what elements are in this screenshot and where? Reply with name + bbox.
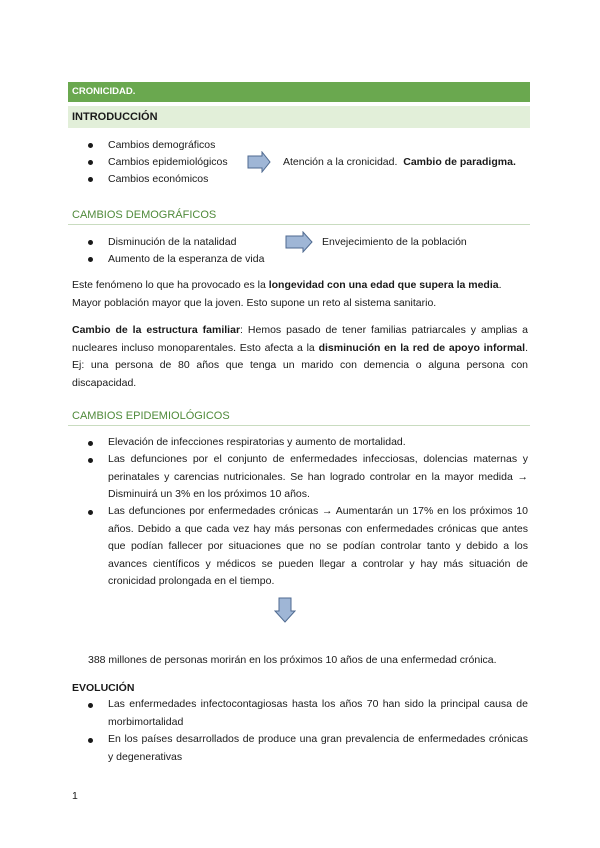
epi-bullet: Elevación de infecciones respiratorias y aumento de mortalidad. — [108, 436, 406, 448]
p2-bold-1: Cambio de la estructura familiar — [72, 324, 241, 336]
bullet-dot — [88, 510, 93, 515]
page-number: 1 — [72, 790, 78, 802]
paragraph-longevidad — [72, 277, 528, 312]
p1-text: Este fenómeno lo que ha provocado es la — [72, 279, 269, 291]
bullet-dot — [88, 441, 93, 446]
evo-bullet: Las enfermedades infectocontagiosas hasta los años 70 han sido la principal causa de morbimortalidad — [108, 698, 528, 728]
epi-bullet: Las defunciones por enfermedades crónicas → Aumentarán un 17% en los próximos 10 años. Debido a que cada vez hay más personas con enfermedades crónicas que antes que podían fallecer por situaciones que no se podían controlar tanto y debido a los avances científicos y médicos se pueden llegar a controlar y hay más situación de cronicidad prolongada en el tiempo. — [108, 505, 528, 587]
bullet-dot — [88, 458, 93, 463]
section-heading-epidemiologicos: CAMBIOS EPIDEMIOLÓGICOS — [68, 406, 530, 426]
arrow-result-text: Atención a la cronicidad. — [283, 156, 398, 168]
demo-arrow-result: Envejecimiento de la población — [322, 236, 467, 248]
intro-bullet: Cambios económicos — [108, 173, 209, 185]
intro-bullet: Cambios demográficos — [108, 139, 216, 151]
intro-arrow-result — [283, 154, 516, 171]
evolution-heading: EVOLUCIÓN — [72, 682, 135, 694]
p2-bold-2: disminución en la red de apoyo informal — [318, 341, 526, 354]
epi-bullet: Las defunciones por el conjunto de enfermedades infecciosas, dolencias maternas y perinatales y carencias nutricionales. Se han logrado controlar en la mayor medida → Disminuirá un 3% en los próximos 10 años. — [108, 453, 528, 500]
p1-line2: Mayor población mayor que la joven. Esto supone un reto al sistema sanitario. — [72, 296, 437, 309]
arrow-result-bold: Cambio de paradigma. — [403, 156, 516, 168]
section-heading-demograficos: CAMBIOS DEMOGRÁFICOS — [68, 205, 530, 225]
right-arrow-icon — [247, 151, 271, 173]
p1-bold: longevidad con una edad que supera la media — [268, 279, 499, 291]
down-arrow-icon — [274, 597, 296, 623]
demo-bullet: Disminución de la natalidad — [108, 236, 237, 248]
title-bar: CRONICIDAD. — [68, 82, 530, 102]
p2-text-2: . Ej: una persona de 80 años que tenga un marido con demencia o alguna persona con discapacidad. — [72, 341, 528, 389]
intro-bullet: Cambios epidemiológicos — [108, 156, 228, 168]
evo-bullet: En los países desarrollados de produce una gran prevalencia de enfermedades crónicas y degenerativas — [108, 733, 528, 763]
bullet-dot — [88, 240, 93, 245]
paragraph-estructura-familiar — [72, 322, 528, 392]
bullet-dot — [88, 143, 93, 148]
p2-text-1: : Hemos pasado de tener familias patriarcales y amplias a nucleares incluso monoparentales. Esto afecta a la — [72, 324, 528, 354]
demo-bullet: Aumento de la esperanza de vida — [108, 253, 265, 265]
p1-end: . — [498, 279, 502, 291]
stat-line: 388 millones de personas morirán en los próximos 10 años de una enfermedad crónica. — [88, 654, 497, 666]
bullet-dot — [88, 257, 93, 262]
right-arrow-icon — [285, 231, 313, 253]
bullet-dot — [88, 703, 93, 708]
bullet-dot — [88, 738, 93, 743]
intro-heading: INTRODUCCIÓN — [68, 106, 530, 128]
bullet-dot — [88, 177, 93, 182]
bullet-dot — [88, 160, 93, 165]
